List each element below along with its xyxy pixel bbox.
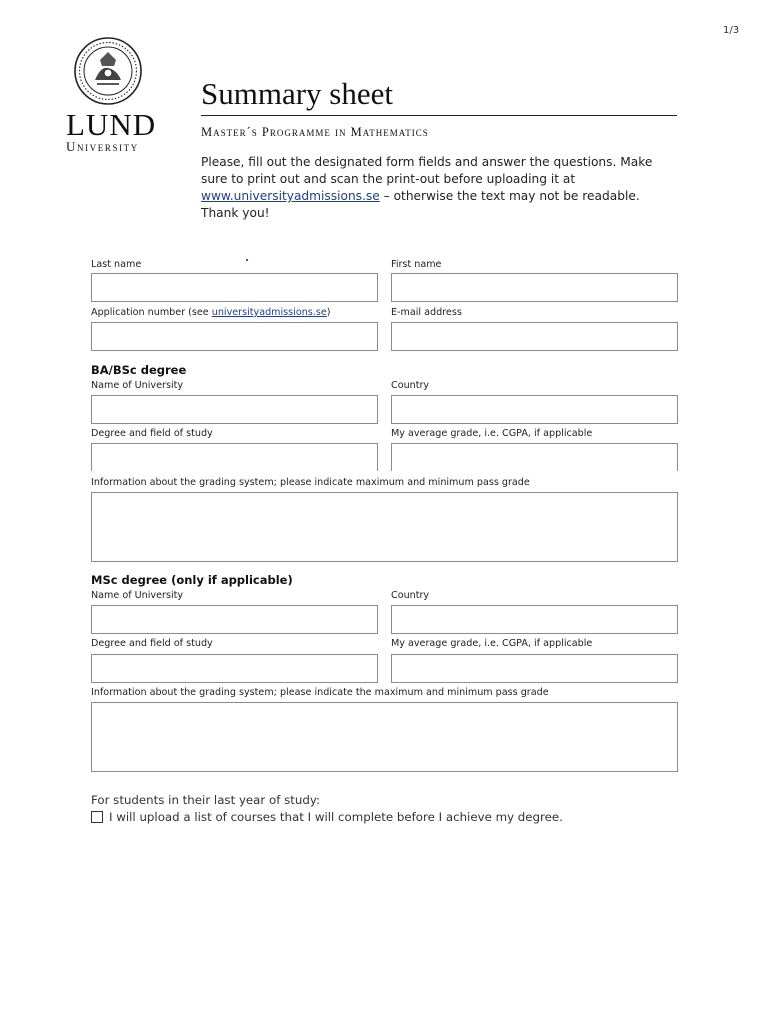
email-field[interactable]: [391, 322, 678, 351]
last-name-field[interactable]: [91, 273, 378, 302]
universityadmissions-link[interactable]: www.universityadmissions.se: [201, 189, 380, 203]
ba-grading-label: Information about the grading system; please indicate maximum and minimum pass grade: [91, 477, 530, 488]
course-list-checkbox-label[interactable]: I will upload a list of courses that I will complete before I achieve my degree.: [109, 810, 563, 824]
msc-degree-label: Degree and field of study: [91, 638, 213, 649]
logo-wordmark-lund: LUND: [66, 107, 157, 142]
msc-degree-field[interactable]: [91, 654, 378, 683]
stray-dot: [246, 259, 248, 261]
first-name-label: First name: [391, 259, 442, 270]
ba-university-label: Name of University: [91, 380, 184, 391]
intro-text-continued: – otherwise the text may not be readable.: [379, 189, 640, 203]
intro-paragraph: [201, 154, 677, 222]
msc-university-label: Name of University: [91, 590, 184, 601]
msc-grade-field[interactable]: [391, 654, 678, 683]
page-title: Summary sheet: [201, 76, 393, 111]
universityadmissions-short-link[interactable]: universityadmissions.se: [211, 307, 327, 318]
msc-grading-label: Information about the grading system; please indicate the maximum and minimum pass grade: [91, 687, 549, 698]
lund-university-logo: [66, 36, 157, 154]
last-year-note: For students in their last year of study:: [91, 793, 320, 807]
first-name-field[interactable]: [391, 273, 678, 302]
intro-text: Please, fill out the designated form fields and answer the questions. Make sure to print out and scan the print-out before uploading it at: [201, 155, 653, 186]
ba-grade-label: My average grade, i.e. CGPA, if applicable: [391, 428, 593, 439]
ba-degree-field[interactable]: [91, 443, 378, 471]
msc-section-heading: MSc degree (only if applicable): [91, 573, 293, 587]
msc-country-label: Country: [391, 590, 430, 601]
title-divider: [201, 115, 677, 116]
application-number-label: [91, 307, 331, 318]
application-number-field[interactable]: [91, 322, 378, 351]
page-number: 1/3: [723, 25, 740, 36]
course-list-checkbox-row[interactable]: [91, 810, 563, 824]
course-list-checkbox[interactable]: [91, 811, 103, 823]
msc-grade-label: My average grade, i.e. CGPA, if applicable: [391, 638, 593, 649]
ba-country-label: Country: [391, 380, 430, 391]
ba-grade-field[interactable]: [391, 443, 678, 471]
last-name-label: Last name: [91, 259, 142, 270]
intro-thanks: Thank you!: [201, 206, 270, 220]
programme-subtitle: Master´s Programme in Mathematics: [201, 125, 429, 139]
ba-section-heading: BA/BSc degree: [91, 363, 187, 377]
email-label: E-mail address: [391, 307, 462, 318]
ba-university-field[interactable]: [91, 395, 378, 424]
msc-university-field[interactable]: [91, 605, 378, 634]
application-number-label-text: Application number (see: [91, 307, 212, 318]
ba-degree-label: Degree and field of study: [91, 428, 213, 439]
logo-wordmark-university: University: [66, 139, 139, 154]
application-number-label-end: ): [326, 307, 331, 318]
msc-country-field[interactable]: [391, 605, 678, 634]
msc-grading-field[interactable]: [91, 702, 678, 772]
university-seal-icon: [73, 36, 143, 106]
ba-grading-field[interactable]: [91, 492, 678, 562]
ba-country-field[interactable]: [391, 395, 678, 424]
